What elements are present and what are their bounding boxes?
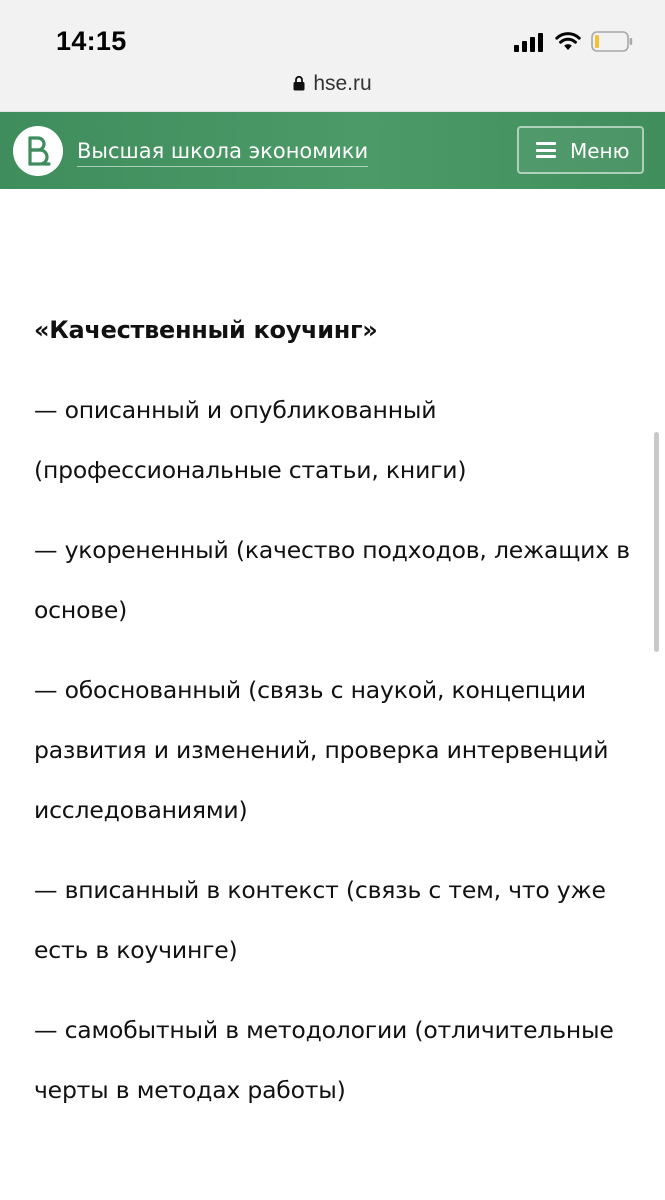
url-text: hse.ru bbox=[313, 72, 372, 95]
hse-logo-icon bbox=[13, 126, 63, 176]
article-paragraph: — обоснованный (связь с наукой, концепции развития и изменений, проверка интервенций исследованиями) bbox=[34, 676, 609, 824]
article-paragraph: — вписанный в контекст (связь с тем, что уже есть в коучинге) bbox=[34, 876, 606, 964]
url-bar[interactable] bbox=[0, 72, 665, 96]
site-title-link[interactable]: Высшая школа экономики bbox=[77, 139, 368, 167]
article-heading: «Качественный коучинг» bbox=[34, 316, 378, 344]
menu-button-label: Меню bbox=[570, 139, 630, 163]
hamburger-icon bbox=[536, 142, 556, 158]
cellular-signal-icon bbox=[514, 32, 544, 52]
article-paragraph: — укорененный (качество подходов, лежащих в основе) bbox=[34, 536, 630, 624]
site-header bbox=[0, 112, 665, 189]
scrollbar[interactable] bbox=[654, 432, 659, 652]
hse-logo[interactable] bbox=[13, 126, 63, 176]
menu-button[interactable] bbox=[517, 126, 644, 174]
battery-low-icon bbox=[591, 31, 633, 52]
lock-icon bbox=[293, 75, 305, 91]
article-paragraph: — описанный и опубликованный (профессиональные статьи, книги) bbox=[34, 396, 467, 484]
status-time: 14:15 bbox=[56, 26, 127, 56]
article-paragraph: — самобытный в методологии (отличительные черты в методах работы) bbox=[34, 1016, 614, 1104]
article-content bbox=[34, 300, 634, 1120]
wifi-icon bbox=[555, 31, 581, 51]
status-bar bbox=[0, 0, 665, 112]
